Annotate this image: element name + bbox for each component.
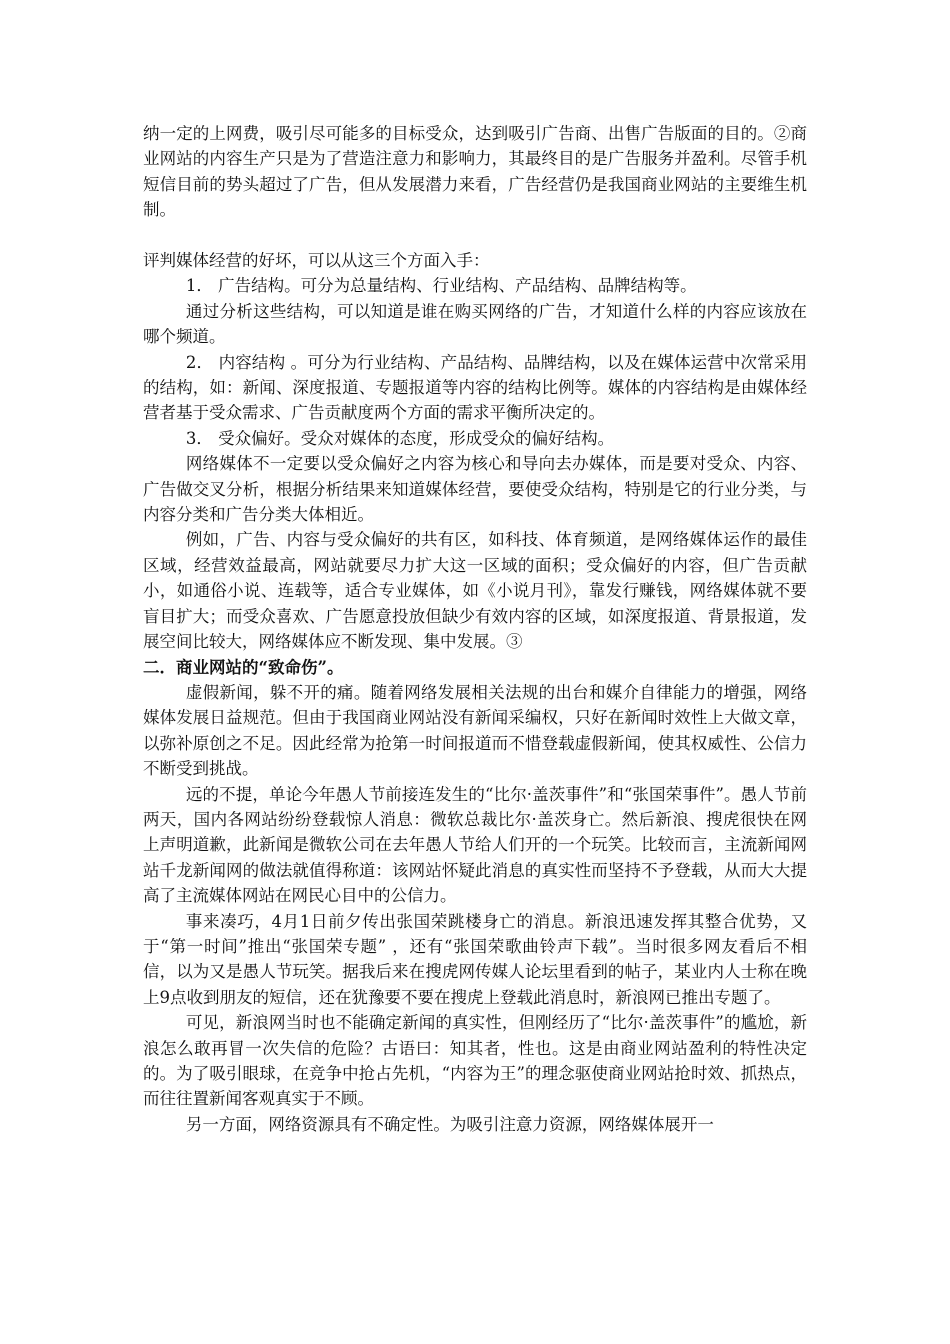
blank-line bbox=[143, 223, 807, 248]
paragraph-cheung-event: 事来凑巧，4月1日前夕传出张国荣跳楼身亡的消息。新浪迅速发挥其整合优势，又于“第一时间”推出“张国荣专题” ，还有“张国荣歌曲铃声下载”。当时很多网友看后不相信，以为又是愚人节玩笑。据我后来在搜虎网传媒人论坛里看到的帖子，某业内人士称在晚上9点收到朋友的短信，还在犹豫要不要在搜虎上登载此消息时，新浪网已推出专题了。 bbox=[143, 911, 807, 1007]
list-item-ad-structure: 1． 广告结构。可分为总量结构、行业结构、产品结构、品牌结构等。 bbox=[185, 276, 697, 296]
paragraph-cross-analysis: 网络媒体不一定要以受众偏好之内容为核心和导向去办媒体，而是要对受众、内容、广告做交叉分析，根据分析结果来知道媒体经营，要使受众结构，特别是它的行业分类，与内容分类和广告分类大体相近。 bbox=[143, 454, 807, 525]
paragraph-network-resources: 另一方面，网络资源具有不确定性。为吸引注意力资源，网络媒体展开一 bbox=[185, 1114, 714, 1134]
paragraph-ad-structure-detail: 通过分析这些结构，可以知道是谁在购买网络的广告，才知道什么样的内容应该放在哪个频道。 bbox=[143, 301, 807, 347]
section-heading: 二．商业网站的“致命伤”。 bbox=[143, 657, 344, 677]
paragraph-example: 例如，广告、内容与受众偏好的共有区，如科技、体育频道，是网络媒体运作的最佳区域，经营效益最高，网站就要尽力扩大这一区域的面积；受众偏好的内容，但广告贡献小，如通俗小说、连载等，适合专业媒体，如《小说月刊》，靠发行赚钱，网络媒体就不要盲目扩大；而受众喜欢、广告愿意投放但缺少有效内容的区域，如深度报道、背景报道，发展空间比较大，网络媒体应不断发现、集中发展。③ bbox=[143, 530, 807, 652]
list-item-content-structure: 2． 内容结构 。可分为行业结构、产品结构、品牌结构，以及在媒体运营中次常采用的结构，如：新闻、深度报道、专题报道等内容的结构比例等。媒体的内容结构是由媒体经营者基于受众需求、广告贡献度两个方面的需求平衡所决定的。 bbox=[143, 352, 807, 423]
paragraph-fake-news: 虚假新闻，躲不开的痛。随着网络发展相关法规的出台和媒介自律能力的增强，网络媒体发展日益规范。但由于我国商业网站没有新闻采编权，只好在新闻时效性上大做文章，以弥补原创之不足。因此经常为抢第一时间报道而不惜登载虚假新闻，使其权威性、公信力不断受到挑战。 bbox=[143, 682, 807, 779]
list-item-audience-preference: 3． 受众偏好。受众对媒体的态度，形成受众的偏好结构。 bbox=[185, 428, 615, 448]
paragraph-gates-event: 远的不提，单论今年愚人节前接连发生的“比尔·盖茨事件”和“张国荣事件”。愚人节前两天，国内各网站纷纷登载惊人消息：微软总裁比尔·盖茨身亡。然后新浪、搜虎很快在网上声明道歉，此新闻是微软公司在去年愚人节给人们开的一个玩笑。比较而言，主流新闻网站千龙新闻网的做法就值得称道：该网站怀疑此消息的真实性而坚持不予登载，从而大大提高了主流媒体网站在网民心目中的公信力。 bbox=[143, 784, 807, 906]
paragraph-conclusion: 可见，新浪网当时也不能确定新闻的真实性，但刚经历了“比尔·盖茨事件”的尴尬，新浪怎么敢再冒一次失信的危险？古语曰：知其者，性也。这是由商业网站盈利的特性决定的。为了吸引眼球，在竞争中抢占先机，“内容为王”的理念驱使商业网站抢时效、抓热点，而往往置新闻客观真实于不顾。 bbox=[143, 1013, 807, 1109]
document-body bbox=[143, 121, 807, 1137]
paragraph-continuation: 纳一定的上网费，吸引尽可能多的目标受众，达到吸引广告商、出售广告版面的目的。②商业网站的内容生产只是为了营造注意力和影响力，其最终目的是广告服务并盈利。尽管手机短信目前的势头超过了广告，但从发展潜力来看，广告经营仍是我国商业网站的主要维生机制。 bbox=[143, 124, 807, 220]
paragraph-intro: 评判媒体经营的好坏，可以从这三个方面入手： bbox=[143, 251, 490, 271]
